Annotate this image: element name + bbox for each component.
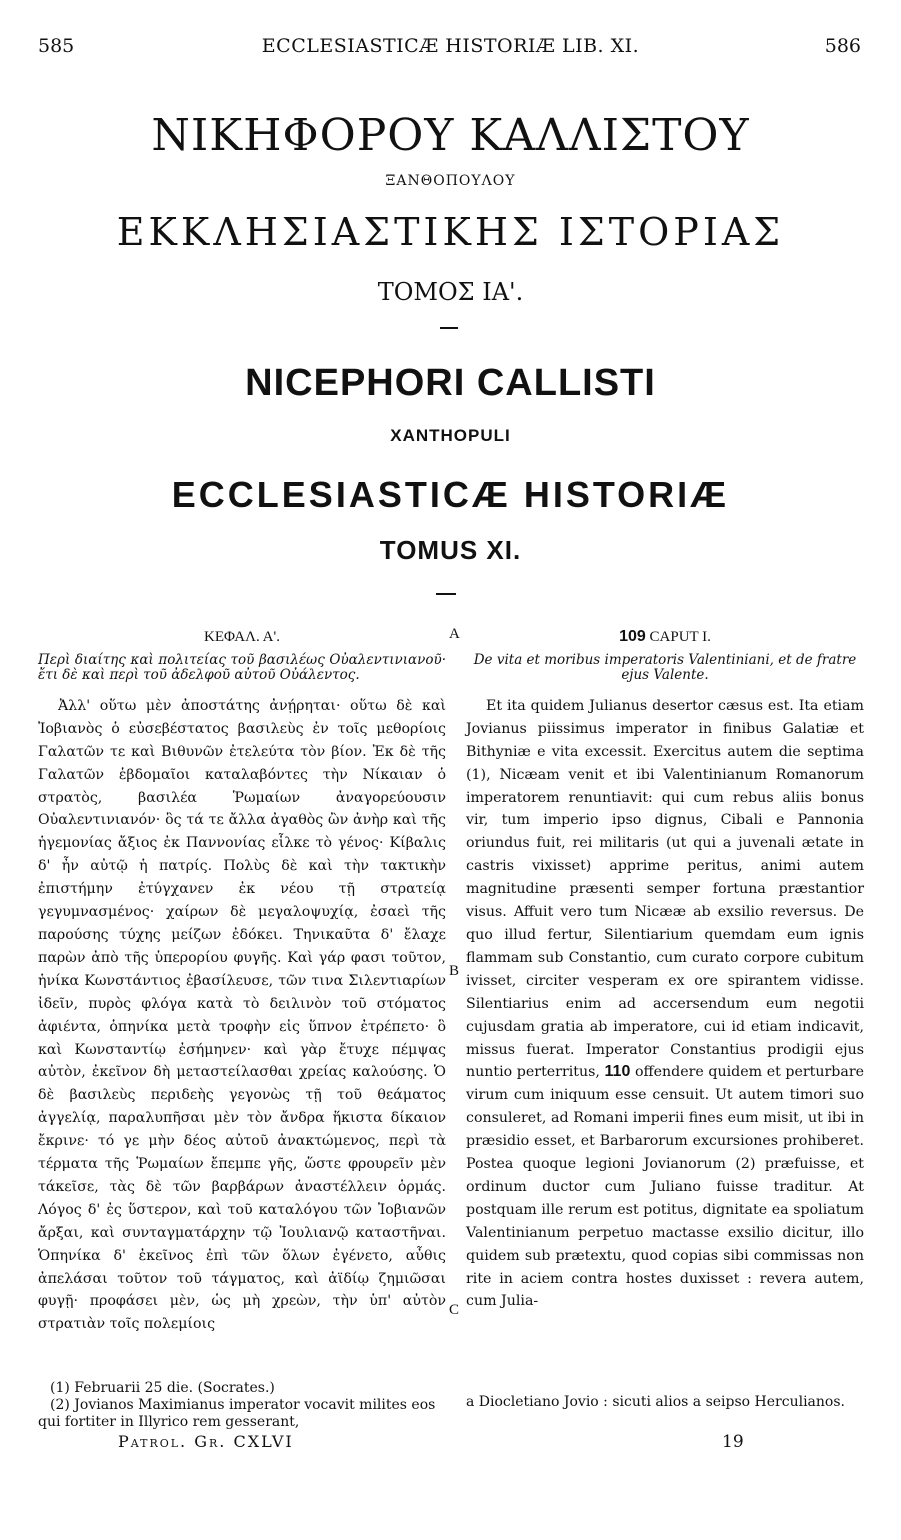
margin-marker-b: B (449, 963, 460, 979)
greek-chapter-heading: ΚΕΦΑΛ. Α'. (204, 629, 280, 645)
latin-paragraph (466, 695, 864, 1313)
greek-volume: ΤΟΜΟΣ ΙΑ'. (377, 278, 524, 306)
greek-author-title: ΝΙΚΗΦΟΡΟΥ ΚΑΛΛΙΣΤΟΥ (151, 110, 750, 161)
footer-signature: Patrol. Gr. CXLVI (118, 1432, 294, 1451)
page-marker-110: 110 (604, 1063, 631, 1081)
latin-author-title: NICEPHORI CALLISTI (245, 362, 656, 404)
latin-chapter-heading: CAPUT I. (649, 629, 711, 645)
page-number-left: 585 (38, 35, 75, 57)
greek-work-title: ΕΚΚΛΗΣΙΑΣΤΙΚΗΣ ΙΣΤΟΡΙΑΣ (116, 210, 785, 254)
margin-marker-c: C (449, 1302, 460, 1318)
footnotes-right (466, 1380, 864, 1425)
running-title: ECCLESIASTICÆ HISTORIÆ LIB. XI. (261, 35, 640, 57)
footer-sheet-number: 19 (722, 1432, 744, 1452)
latin-volume: TOMUS XI. (379, 535, 522, 565)
latin-surname: XANTHOPULI (390, 426, 511, 445)
latin-text-part-2: offendere quidem et perturbare virum cum iniquum esse censuit. Ut autem timori suo consuleret, ad Romani imperii fines eum misit, ut ibi in præsidio esset, et Barbarorum excursiones prohiberet. Postea quoque legioni Jovianorum (2) præfuisse, et ordinum ductor cum Juliano fuisse traditur. At postquam ille rerum est potitus, dignitate ea spoliatum Valentinianum perpetuo mactasse exsilio dicitur, illo quidem sub prætextu, quod copias sibi commissas non rite in aciem contra hostes duxisset : revera autem, cum Julia- (466, 1064, 865, 1310)
footnote-2: (2) Jovianos Maximianus imperator vocavit milites eos qui fortiter in Illyrico rem gesserant, (38, 1397, 436, 1430)
greek-surname: ΞΑΝΘΟΠΟΥΛΟΥ (385, 173, 516, 189)
page-number-right: 586 (824, 35, 861, 57)
greek-chapter-summary: Περὶ διαίτης καὶ πολιτείας τοῦ βασιλέως Οὐαλεντινιανοῦ· ἔτι δὲ καὶ περὶ τοῦ ἀδελφοῦ αὐτοῦ Οὐάλεντος. (38, 651, 446, 683)
latin-text-part-1: Et ita quidem Julianus desertor cæsus est. Ita etiam Jovianus piissimus imperator in finibus Galatiæ et Bithyniæ e vita excessit. Exercitus autem die septima (1), Nicæam venit et ibi Valentinianum Romanorum imperatorem renuntiavit: qui cum rebus aliis bonus vir, tum imperio ipso dignus, Cibali e Pannonia oriundus fuit, rei militaris (ut qui a juvenali ætate in castris vixisset) apprime peritus, animi autem magnitudine præsenti semper fortuna præstantior visus. Affuit vero tum Nicææ ab exsilio reversus. De quo illud fertur, Silentiarium quemdam eum ignis flammam sub Constantio, cum curato corpore cubitum ivisset, circiter vesperam ex ore spirantem vidisse. Silentiarius enim ad accersendum eum negotii cujusdam gratia ab imperatore, cui id etiam indicavit, missus fuerat. Imperator Constantius prodigii ejus nuntio perterritus, (466, 697, 864, 1081)
title-divider (440, 327, 458, 329)
footnote-1: (1) Februarii 25 die. (Socrates.) (50, 1380, 275, 1396)
section-divider (436, 593, 456, 595)
greek-column (38, 626, 446, 1336)
latin-work-title: ECCLESIASTICÆ HISTORIÆ (171, 474, 730, 515)
footnote-2-continued: a Diocletiano Jovio : sicuti alios a seipso Herculianos. (466, 1394, 845, 1410)
running-header (0, 35, 901, 59)
page-marker-109: 109 (619, 628, 646, 645)
latin-chapter-summary: De vita et moribus imperatoris Valentiniani, et de fratre ejus Valente. (473, 651, 857, 683)
margin-marker-a: A (449, 626, 460, 642)
greek-paragraph: Ἀλλ' οὕτω μὲν ἀποστάτης ἀνῄρηται· οὕτω δὲ καὶ Ἰοβιανὸς ὁ εὐσεβέστατος βασιλεὺς ἐν τοῖς μεθορίοις Γαλατῶν τε καὶ Βιθυνῶν ἐτελεύτα τὸν βίον. Ἐκ δὲ τῆς Γαλατῶν ἑβδομαῖοι καταλαβόντες τὴν Νίκαιαν ὁ στρατὸς, βασιλέα Ῥωμαίων ἀναγορεύουσιν Οὐαλεντινιανόν· ὃς τά τε ἄλλα ἀγαθὸς ὢν ἀνὴρ καὶ τῆς ἡγεμονίας ἄξιος ἐκ Παννονίας εἷλκε τὸ γένος· Κίβαλις δ' ἦν αὐτῷ ἡ πατρίς. Πολὺς δὲ καὶ τὴν τακτικὴν ἐπιστήμην ἐτύγχανεν ἐκ νέου τῇ στρατείᾳ γεγυμνασμένος· χαίρων δὲ μεγαλοψυχίᾳ, ἐσαεὶ τῆς παρούσης τύχης μείζων ἐδόκει. Τηνικαῦτα δ' ἔλαχε παρὼν ἀπὸ τῆς ὑπερορίου φυγῆς. Καὶ γάρ φασι τοῦτον, ἡνίκα Κωνστάντιος ἐβασίλευσε, τῶν τινα Σιλεντιαρίων ἰδεῖν, πυρὸς φλόγα κατὰ τὸ δειλινὸν τοῦ στόματος ἀφιέντα, ὁπηνίκα μετὰ τροφὴν εἰς ὕπνον ἐτρέπετο· ὃ καὶ Κωνσταντίῳ ἐσήμηνεν· καὶ γὰρ ἔτυχε πέμψας αὐτὸν, ἐκεῖνον δὴ μεταστείλασθαι χρείας καλούσης. Ὁ δὲ βασιλεὺς περιδεὴς γεγονὼς τῇ τοῦ θεάματος ἀγγελίᾳ, παραλυπῆσαι μὲν τὸν ἄνδρα ἥκιστα δίκαιον ἔκρινε· τό γε μὴν δέος αὐτοῦ ἀνακτώμενος, περὶ τὰ τέρματα τῆς Ῥωμαίων ἔπεμπε γῆς, ὥστε φρουρεῖν μὲν τάκεῖσε, τὰς δὲ τῶν βαρβάρων ἀναστέλλειν ὁρμάς. Λόγος δ' ἐς ὕστερον, καὶ τοῦ καταλόγου τῶν Ἰοβιανῶν ἄρξαι, καὶ συνταγματάρχην τῷ Ἰουλιανῷ καταστῆναι. Ὁπηνίκα δ' ἐκεῖνος ἐπὶ τῶν ὅλων ἐγένετο, αὖθις ἀπελάσαι τοῦτον τοῦ τάγματος, καὶ ἀϊδίῳ ζημιῶσαι φυγῇ· προφάσει μὲν, ὡς μὴ χρεὼν, τὴν ὑπ' αὐτὸν στρατιὰν τοῖς πολεμίοις (38, 697, 446, 1333)
latin-column (466, 626, 864, 1313)
footnotes-left (38, 1380, 446, 1431)
greek-body-text (38, 695, 446, 1336)
latin-body-text (466, 695, 864, 1313)
latin-chapter-heading-line (466, 626, 864, 649)
